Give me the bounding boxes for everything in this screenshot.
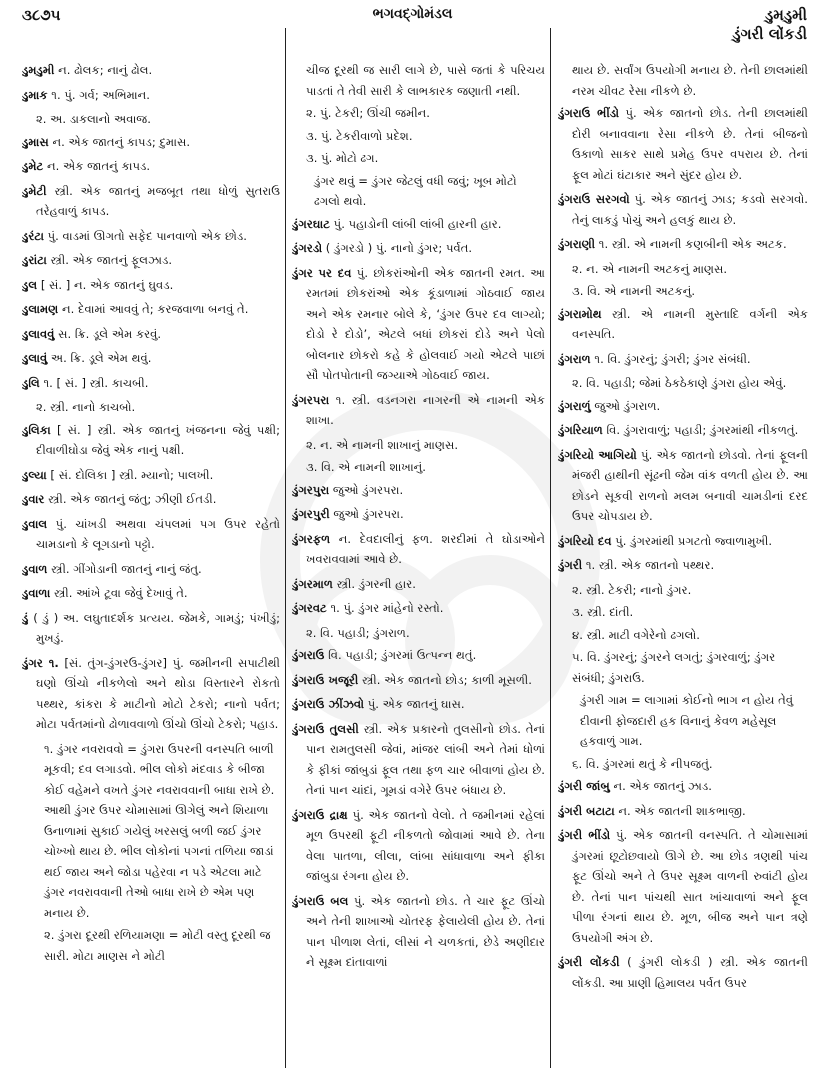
dictionary-columns — [0, 60, 825, 1080]
headword: ડુંગરાઉ ઝીંઝવો — [292, 697, 365, 711]
definition: ૧. પું. ગર્વ; અભિમાન. — [47, 87, 150, 102]
sub-sense: ૨. પું. ટેકરી; ઊંચી જમીન. — [306, 106, 430, 120]
headword: ડુલિ — [22, 375, 40, 390]
headword: ડુંગરી જાંબુ — [558, 779, 610, 793]
dictionary-entry — [558, 234, 808, 255]
dictionary-entry — [22, 583, 280, 604]
definition: સ્ત્રી. ડુંગરની હાર. — [332, 576, 416, 591]
headword: ડુંગરિયો આગિયો — [558, 447, 637, 462]
sub-sense: ૩. સ્ત્રી. દાંતી. — [572, 605, 634, 619]
definition: ન. એક જાતનું કાપડ; દુમાસ. — [48, 134, 191, 149]
headword: ડુમડુમી — [22, 63, 55, 77]
headword: ડુલ્યા — [22, 467, 47, 482]
dictionary-entry — [558, 531, 808, 552]
sub-sense: ૩. પું. મોટો ઢગ. — [306, 151, 379, 165]
definition: ( ડું ) અ. લઘુતાદર્શક પ્રત્યય. જેમકે, ગામડું; પંખીડું; મુખડું. — [28, 610, 280, 645]
dictionary-entry — [22, 250, 280, 271]
column-1 — [22, 60, 280, 1080]
dictionary-entry — [22, 514, 280, 555]
definition: સ. ક્રિ. ડૂલે એમ કરવું. — [54, 326, 162, 341]
dictionary-entry — [22, 348, 280, 369]
headword: ડુંગરાઉ બલ — [292, 893, 349, 908]
sub-sense: ૩. પું. ટેકરીવાળો પ્રદેશ. — [306, 128, 413, 143]
idiom-usage: ૧. ડુંગર નવરાવવો = ડુંગરા ઉપરની વનસ્પતિ બાળી મૂકવી; દવ લગાડવો. ભીલ લોકો મંદવાડ કે બીજા કોઈ વહેમને વખતે ડુંગર નવરાવવાની બાધા રાખે છે. આથી ડુંગર ઉપર ચોમાસામાં ઊગેલું અને શિયાળા ઉનાળામાં સુકાઈ ગયેલું ખરસલું બળી જઈ ડુંગર ચોખ્ખો થાય છે. ભીલ લોકોનાં પગનાં તળિયા જાડાં થઈ જાય અને જોડા પહેરવા ન પડે એટલા માટે ડુંગર નવરાવવાની તેઓ બાધા રાખે છે એમ પણ મનાય છે. — [44, 741, 275, 920]
dictionary-entry — [292, 504, 545, 525]
headword: ડુંગરાઉ તુલસી — [292, 721, 359, 736]
definition: સ્ત્રી. એ નામની મુસ્તાદિ વર્ગની એક વનસ્પતિ. — [572, 306, 808, 341]
sub-sense: ૪. સ્ત્રી. માટી વગેરેનો ઢગલો. — [572, 627, 700, 642]
headword: ડુલ — [22, 277, 38, 292]
dictionary-entry — [22, 60, 280, 81]
headword: ડુંગરાઉ દ્રાક્ષ — [292, 807, 348, 822]
dictionary-entry — [22, 420, 280, 461]
sub-sense: ૬. વિ. ડુંગરમાં થતું કે નીપજતું. — [572, 756, 713, 771]
definition: સ્ત્રી. એક જાતનું જંતુ; ઝીણી ઈતડી. — [44, 492, 217, 506]
definition: પું. વાડમાં ઊગતો સફેદ પાનવાળો એક છોડ. — [43, 228, 247, 243]
headword: ડુંગરામોથ — [558, 306, 602, 321]
dictionary-entry — [22, 181, 280, 222]
headword: ડુંગરઘાટ — [292, 216, 330, 231]
headword: ડુંગરાળું — [558, 398, 591, 413]
page-header — [0, 0, 825, 60]
headword: ડુલિકા — [22, 422, 51, 437]
definition: ( ડુંગરડો ) પું. નાનો ડુંગર; પર્વત. — [322, 241, 473, 255]
dictionary-entry — [292, 238, 545, 259]
definition: [ સં. ] સ્ત્રી. એક જાતનું ખંજનના જેવું પક્ષી; દીવાળીઘોડા જેવું એક નાનું પક્ષી. — [36, 422, 280, 457]
definition: ન. એક જાતની શાકભાજી. — [614, 803, 746, 818]
dictionary-entry — [292, 891, 545, 973]
sub-sense: ૫. વિ. ડુંગરનું; ડુંગરને લગતું; ડુંગરવાળું; ડુંગર સંબંધી; ડુંગરાઉ. — [572, 650, 776, 685]
definition: ૧. સ્ત્રી. એ નામની કણબીની એક અટક. — [595, 237, 787, 251]
dictionary-entry — [292, 670, 545, 691]
headword: ડુમેટ — [22, 159, 44, 173]
continued-definition: ચીજ દૂરથી જ સારી લાગે છે, પાસે જતાં કે પરિચય પાડતાં તે તેવી સારી કે લાભકારક જણાતી નથી. — [306, 63, 545, 98]
headword: ડુંગરિયો દવ — [558, 533, 612, 548]
dictionary-entry — [22, 489, 280, 510]
definition: ૧. વિ. ડુંગરનું; ડુંગરી; ડુંગર સંબંધી. — [590, 351, 751, 366]
sub-sense: ૨. સ્ત્રી. ટેકરી; નાનો ડુંગર. — [572, 582, 692, 597]
idiom-usage: ૨. ડુંગરા દૂરથી રળિયામણા = મોટી વસ્તુ દૂરથી જ સારી. મોટા માણસ ને મોટી — [44, 928, 271, 963]
headword: ડુંગરિયાળ — [558, 423, 603, 437]
idiom-usage: ડુંગર થવું = ડુંગર જેટલું વધી જવું; ખૂબ મોટો ઢગલો થવો. — [314, 173, 517, 208]
definition: પું. એક જાતનું ઘાસ. — [364, 697, 465, 711]
headword: ડુમાક — [22, 87, 48, 102]
definition: સ્ત્રી. એક પ્રકારનો તુલસીનો છોડ. તેનાં પાન રામતુલસી જેવાં, માંજર લાંબી અને તેમાં ધોળાં કે ફીકાં જાંબુડાં ફૂલ તથા ફળ ચાર બીવાળાં હોય છે. તેનાં પાન ચાંદાં, ગૂમડાં વગેરે ઉપર બંધાય છે. — [306, 721, 545, 797]
sub-sense: ૩. વિ. એ નામની શાખાનું. — [306, 460, 426, 474]
definition: ૧. [ સં. ] સ્ત્રી. કાચબી. — [39, 375, 149, 390]
headword: ડુંગરફળ — [292, 531, 331, 546]
dictionary-entry — [22, 156, 280, 177]
headword: ડુમાસ — [22, 134, 49, 149]
definition: જુઓ ડુંગરપરા. — [329, 507, 404, 521]
definition: [ સં. ] ન. એક જાતનું ઘુવડ. — [37, 277, 174, 292]
headword: ડુવાળ — [22, 561, 48, 576]
dictionary-entry — [22, 226, 280, 247]
headword: ડુંગરી લોંકડી — [558, 955, 620, 969]
page-number: ૩૮૭૫ — [22, 6, 61, 24]
definition: સ્ત્રી. એક જાતનું ફૂલઝાડ. — [46, 253, 173, 267]
definition: ૧. સ્ત્રી. વડનગરા નાગરની એ નામની એક શાખા. — [306, 392, 545, 427]
definition: ન. એક જાતનું ઝાડ. — [609, 779, 712, 793]
definition: ન. એક જાતનું કાપડ. — [43, 159, 151, 173]
dictionary-entry — [22, 559, 280, 580]
book-title: ભગવદ્ગોમંડલ — [372, 6, 453, 22]
dictionary-entry — [292, 598, 545, 619]
guide-word-first: ડુમડુમી — [765, 6, 807, 24]
continued-definition: થાય છે. સર્વાંગ ઉપયોગી મનાય છે. તેની છાલમાંથી નરમ ચીવટ રેસા નીકળે છે. — [572, 63, 808, 98]
dictionary-entry — [22, 373, 280, 394]
headword: ડુમેટી — [22, 183, 47, 198]
headword: ડુંગરાઉ — [292, 648, 325, 662]
definition: પું. એક જાતનો છોડ. તેની છાલમાંથી દોરી બનાવવાના રેસા નીકળે છે. તેનાં બીજનો ઉકાળો સાકર સાથે પ્રમેહ ઉપર વપરાય છે. તેનાં ફૂલ મોટાં ઘંટાકાર અને સુંદર હોય છે. — [572, 106, 808, 182]
column-3 — [558, 60, 808, 1080]
guide-words — [732, 6, 807, 44]
dictionary-entry — [292, 719, 545, 801]
definition: ન. દેવામાં આવવું તે; કરજવાળા બનવું તે. — [58, 302, 249, 316]
idiom-usage: ડુંગરી ગામ = લાગામાં કોઈનો ભાગ ન હોય તેવું દીવાની ફોજદારી હક વિનાનું કેવળ મહેસૂલ હકવાળું ગામ. — [580, 693, 794, 748]
sub-sense: ૨. અ. ડાકલાનો અવાજ. — [36, 112, 151, 126]
sub-sense: ૨. ન. એ નામની અટકનું માણસ. — [572, 261, 728, 276]
headword: ડુંગરાણી — [558, 237, 596, 251]
dictionary-entry — [22, 608, 280, 649]
dictionary-entry — [558, 349, 808, 370]
dictionary-entry — [292, 529, 545, 570]
headword: ડુવાળા — [22, 586, 51, 600]
headword: ડુંગરપુરા — [292, 482, 330, 497]
definition: ન. દેવદાલીનું ફળ. શરદીમાં તે ઘોડાઓને ખવરાવવામાં આવે છે. — [306, 531, 545, 566]
definition: ૧. પું. ડુંગર માંહેનો રસ્તો. — [326, 601, 444, 615]
dictionary-entry — [558, 445, 808, 527]
dictionary-entry — [558, 396, 808, 417]
definition: પું. એક જાતનો છોડ. તે ચાર ફૂટ ઊંચો અને તેની શાખાઓ ચોતરફ ફેલાયેલી હોય છે. તેનાં પાન પીળાશ લેતાં, લીસાં ને ચળકતાં, છેડે અણીદાર ને સૂક્ષ્મ દાંતાવાળાં — [306, 893, 545, 969]
sub-sense: ૨. વિ. પહાડી; ડુંગરાળ. — [306, 625, 410, 640]
headword: ડુંગરડો — [292, 241, 323, 255]
definition: સ્ત્રી. એક જાતનું મજબૂત તથા ધોળું સુતરાઉ તરેહવાળું કાપડ. — [36, 183, 280, 218]
headword: ડુંગરાઉ ભીંડો — [558, 106, 620, 120]
dictionary-entry — [558, 801, 808, 822]
definition: સ્ત્રી. ગીંગોડાની જાતનું નાનું જંતુ. — [47, 561, 202, 576]
definition: વિ. પહાડી; ડુંગરમાં ઉત્પન્ન થતું. — [324, 648, 477, 662]
headword: ડુંગરી ભીંડો — [558, 828, 611, 842]
headword: ડું — [22, 610, 29, 625]
sub-sense: ૨. સ્ત્રી. નાનો કાચબો. — [36, 400, 136, 414]
headword: ડુંગરવટ — [292, 601, 327, 615]
definition: સ્ત્રી. એક જાતનો છોડ; કાળી મૂસળી. — [358, 672, 532, 687]
definition: પું. એક જાતનો વેલો. તે જમીનમાં રહેલાં મૂળ ઉપરથી ફૂટી નીકળતો જોવામાં આવે છે. તેના વેલા પાતળા, લીલા, લાંબા સાંધાવાળા અને ફીકા જાંબુડા રંગના હોય છે. — [306, 807, 545, 883]
dictionary-entry — [558, 825, 808, 948]
definition: [સં. તુંગ-ડુંગરઉ-ડુંગર] પું. જમીનની સપાટીથી ઘણો ઊંચો નીકળેલો અને થોડા વિસ્તારને રોકતો પથ્થર, કાંકરા કે માટીનો મોટો ટેકરો; નાનો પર્વત; મોટા પર્વતમાંનો ઢોળાવવાળો ઊંચો ઊંચો ટેકરો; પહાડ. — [36, 655, 280, 731]
dictionary-entry — [558, 555, 808, 576]
dictionary-entry — [558, 103, 808, 185]
dictionary-entry — [22, 132, 280, 153]
dictionary-entry — [292, 645, 545, 666]
headword: ડુંગરી બટાટા — [558, 803, 615, 818]
definition: અ. ક્રિ. ડૂલે એમ થવું. — [47, 351, 152, 365]
headword: ડુલામણ — [22, 302, 59, 316]
definition: પું. પહાડોની લાંબી લાંબી હારની હાર. — [329, 216, 502, 231]
definition: ( ડુંગરી લોકડી ) સ્ત્રી. એક જાતની લોંકડી. આ પ્રાણી હિમાલય પર્વત ઉપર — [572, 955, 808, 990]
sub-sense: ૩. વિ. એ નામની અટકનું. — [572, 284, 696, 298]
dictionary-entry — [22, 85, 280, 106]
definition: પું. એક જાતનો છોડવો. તેનાં ફૂલની મંજરી હાથીની સૂંઢની જેમ વાંક વળતી હોય છે. આ છોડને સૂકવી રાળનો મલમ બનાવી ચામડીનાં દરદ ઉપર ચોપડાય છે. — [572, 447, 808, 523]
headword: ડુલાવું — [22, 351, 48, 365]
definition: જુઓ ડુંગરપરા. — [329, 482, 404, 497]
dictionary-entry — [292, 263, 545, 386]
dictionary-entry — [292, 390, 545, 431]
headword: ડુવાર — [22, 492, 45, 506]
definition: જુઓ ડુંગરાળ. — [590, 398, 661, 413]
dictionary-entry — [558, 420, 808, 441]
headword: ડુરંટા — [22, 228, 44, 243]
dictionary-entry — [292, 214, 545, 235]
dictionary-entry — [22, 465, 280, 486]
definition: પું. એક જાતનું ઝાડ; કડવો સરગવો. તેનું લાકડું પોચું અને હલકું થાય છે. — [572, 192, 808, 227]
definition: ૧. સ્ત્રી. એક જાતનો પથ્થર. — [582, 558, 715, 572]
dictionary-entry — [558, 304, 808, 345]
dictionary-entry — [558, 952, 808, 993]
definition: પું. એક જાતની વનસ્પતિ. તે ચોમાસામાં ડુંગરમાં છૂટોછવાયો ઊગે છે. આ છોડ ત્રણથી પાંચ ફૂટ ઊંચો અને તે ઉપર સૂક્ષ્મ વાળની રુવાંટી હોય છે. તેનાં પાન પાંચથી સાત ખાંચાવાળાં અને ફૂલ પીળા રંગનાં થાય છે. મૂળ, બીજ અને પાન ત્રણે ઉપયોગી અંગ છે. — [572, 828, 808, 945]
headword: ડુંગર ૧. — [22, 655, 59, 670]
headword: ડુલાવવું — [22, 326, 55, 341]
headword: ડુંગરમાળ — [292, 576, 333, 591]
definition: સ્ત્રી. આંખે ટૂવા જેવું દેખાવું તે. — [50, 586, 188, 600]
definition: પું. છોકરાંઓની એક જાતની રમત. આ રમતમાં છોકરાંઓ એક કૂંડાળામાં ગોઠવાઈ જાય અને એક રમનાર બોલે કે, ‘ડુંગર ઉપર દવ લાગ્યો; દોડો રે દોડો’, એટલે બધાં છોકરાં દોડે અને પેલો બોલનાર છોકરો કહે કે હોલવાઈ ગયો એટલે પાછાં સૌ પોતપોતાની જગ્યાએ ગોઠવાઈ જાય. — [306, 265, 545, 382]
definition: [ સં. દોલિકા ] સ્ત્રી. મ્યાનો; પાલખી. — [46, 467, 214, 482]
headword: ડુંગરી — [558, 558, 583, 572]
dictionary-entry — [22, 275, 280, 296]
definition: વિ. ડુંગરાવાળું; પહાડી; ડુંગરમાંથી નીકળતું. — [602, 423, 799, 437]
headword: ડુંગરપરા — [292, 392, 330, 407]
dictionary-entry — [558, 189, 808, 230]
dictionary-entry — [292, 694, 545, 715]
dictionary-entry — [22, 653, 280, 735]
sub-sense: ૨. વિ. પહાડી; જેમાં ઠેકઠેકાણે ડુંગરા હોય એવું. — [572, 376, 787, 390]
definition: ન. ઢોલક; નાનું ઢોલ. — [54, 63, 153, 77]
dictionary-entry — [292, 574, 545, 595]
headword: ડુરાંટા — [22, 253, 47, 267]
dictionary-entry — [292, 480, 545, 501]
dictionary-entry — [558, 776, 808, 797]
guide-word-last: ડુંગરી લોંકડી — [732, 25, 807, 43]
definition: પું. ડુંગરમાંથી પ્રગટતો જ્વાળામુખી. — [611, 533, 773, 548]
sub-sense: ૨. ન. એ નામની શાખાનું માણસ. — [306, 437, 459, 452]
dictionary-entry — [22, 299, 280, 320]
headword: ડુંગરાળ — [558, 351, 591, 366]
definition: પું. ચાંખડી અથવા ચંપલમાં પગ ઉપર રહેતો ચામડાનો કે લૂગડાનો પટ્ટો. — [36, 516, 280, 551]
headword: ડુંગરાઉ ખજૂરી — [292, 672, 359, 687]
headword: ડુંગરપુરી — [292, 507, 330, 521]
dictionary-entry — [22, 324, 280, 345]
dictionary-entry — [292, 805, 545, 887]
headword: ડુવાલ — [22, 516, 48, 531]
headword: ડુંગરાઉ સરગવો — [558, 192, 630, 206]
column-2 — [292, 60, 545, 1080]
headword: ડુંગર પર દવ — [292, 265, 352, 280]
